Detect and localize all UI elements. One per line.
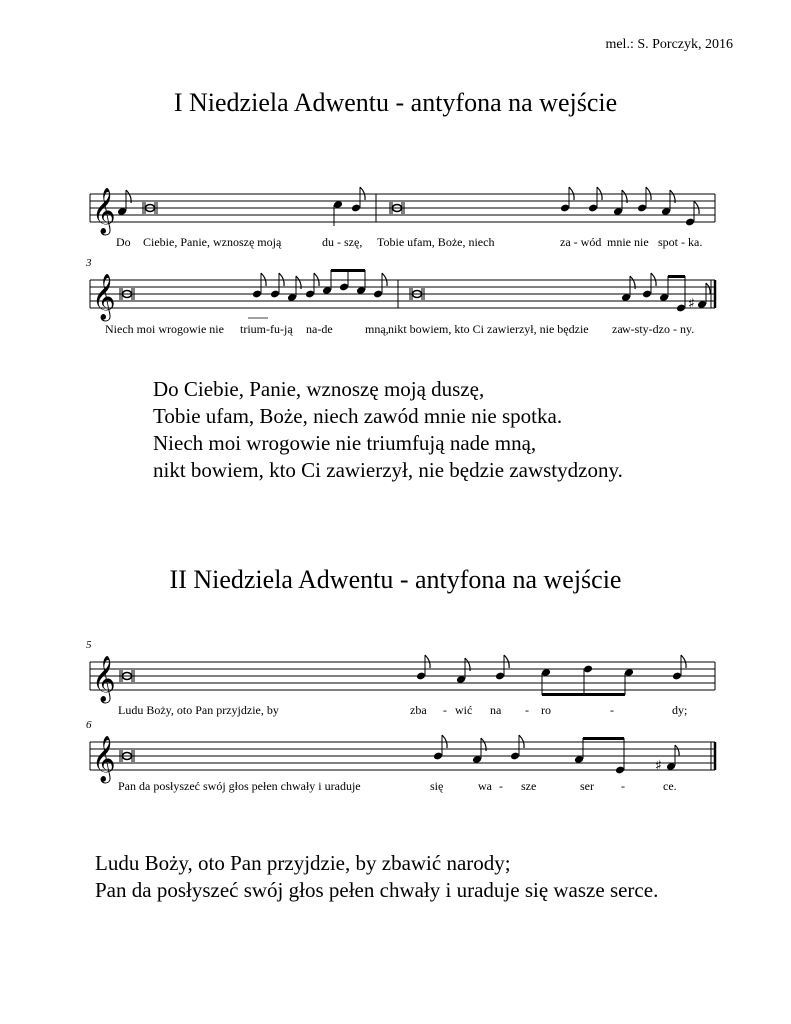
lyric: Niech moi wrogowie nie: [105, 322, 224, 336]
notes-staff-4: [120, 735, 679, 774]
text-line: Ludu Boży, oto Pan przyjdzie, by zbawić narody;: [95, 851, 511, 875]
lyric: nikt bowiem, kto Ci zawierzył, nie będzie: [388, 322, 589, 336]
lyrics-staff-1: [116, 235, 702, 249]
notes-staff-1: [117, 187, 699, 226]
staff-3: [0, 638, 791, 728]
section-title-2: II Niedziela Adwentu - antyfona na wejście: [169, 565, 622, 594]
lyric: w-sty-dzo - ny.: [622, 322, 695, 336]
lyric: -: [499, 779, 503, 793]
treble-clef-icon: 𝄞: [92, 736, 116, 782]
lyric: trium-fu-ją: [240, 322, 293, 336]
sharp-icon: ♯: [688, 296, 695, 312]
text-line: nikt bowiem, kto Ci zawierzył, nie będzie zawstydzony.: [153, 458, 623, 482]
staff-4: [0, 720, 791, 810]
lyric: na-de: [306, 322, 333, 336]
lyric: ce.: [663, 779, 677, 793]
text-line: Tobie ufam, Boże, niech zawód mnie nie spotka.: [153, 404, 563, 428]
composer-credit: mel.: S. Porczyk, 2016: [605, 37, 733, 52]
text-line: Pan da posłyszeć swój głos pełen chwały i uraduje się wasze serce.: [95, 878, 659, 902]
staff-1: [0, 180, 791, 260]
sharp-icon: ♯: [655, 758, 662, 774]
lyric: za - wód: [560, 235, 602, 249]
text-block-1: [153, 376, 623, 484]
lyric: Do: [116, 235, 131, 249]
lyric: Pan da posłyszeć swój głos pełen chwały i uraduje: [118, 779, 361, 793]
lyric: wa: [478, 779, 492, 793]
lyrics-staff-2: [105, 322, 694, 336]
text-line: Do Ciebie, Panie, wznoszę moją duszę,: [153, 377, 485, 401]
lyric: Ludu Boży, oto Pan przyjdzie, by: [118, 703, 279, 717]
lyric: -: [621, 779, 625, 793]
lyric: dy;: [672, 703, 688, 717]
text-line: Niech moi wrogowie nie triumfują nade mną,: [153, 431, 537, 455]
measure-number: 5: [86, 639, 92, 651]
lyric: ro: [541, 703, 551, 717]
lyric: Tobie ufam, Boże, niech: [377, 235, 495, 249]
section-title-1: I Niedziela Adwentu - antyfona na wejście: [173, 88, 618, 117]
lyric: -: [610, 703, 614, 717]
treble-clef-icon: 𝄞: [92, 656, 116, 702]
lyric: zba: [410, 703, 427, 717]
lyric: się: [430, 779, 444, 793]
lyric: mną,: [365, 322, 389, 336]
lyric: spot - ka.: [658, 235, 703, 249]
lyric: mnie nie: [607, 235, 649, 249]
text-block-2: [95, 850, 658, 904]
lyric: na: [490, 703, 502, 717]
lyric: sze: [521, 779, 537, 793]
lyric: -: [443, 703, 447, 717]
lyric: ser: [580, 779, 594, 793]
treble-clef-icon: 𝄞: [92, 188, 116, 234]
lyrics-staff-4: [118, 779, 677, 793]
treble-clef-icon: 𝄞: [92, 274, 116, 320]
staff-2: [0, 258, 791, 338]
lyrics-staff-3: [118, 703, 687, 717]
lyric: -: [525, 703, 529, 717]
measure-number: 3: [86, 257, 92, 269]
lyric: za: [612, 322, 623, 336]
lyric: Ciebie, Panie, wznoszę moją: [143, 235, 282, 249]
lyric: du - szę,: [322, 235, 363, 249]
measure-number: 6: [86, 719, 92, 731]
lyric: wić: [455, 703, 473, 717]
